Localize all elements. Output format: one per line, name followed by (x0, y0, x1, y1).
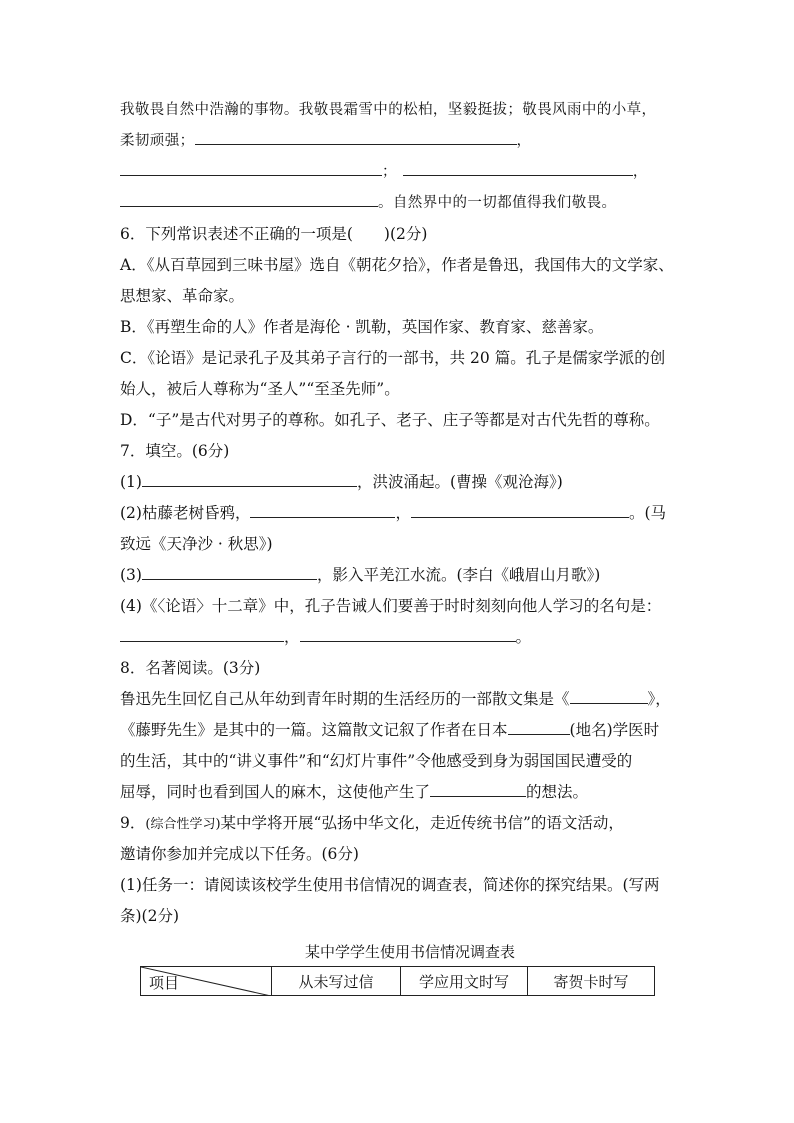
answer-blank[interactable] (142, 561, 317, 580)
table-header-row (141, 967, 655, 996)
question-6 (120, 219, 680, 436)
intro-line-4: 。自然界中的一切都值得我们敬畏。 (120, 188, 680, 219)
answer-blank[interactable] (120, 188, 378, 207)
answer-blank[interactable] (411, 499, 629, 518)
q7-part-3: (3) ，影入平羌江水流。(李白《峨眉山月歌》) (120, 560, 680, 591)
intro-line-3: ； ， (120, 157, 680, 188)
q9-task-1-line-1: (1)任务一：请阅读该校学生使用书信情况的调查表，简述你的探究结果。(写两 (120, 876, 660, 894)
answer-blank[interactable] (250, 499, 395, 518)
intro-line-2: 柔韧顽强； ， (120, 126, 680, 157)
question-9 (120, 808, 680, 932)
table-title: 某中学学生使用书信情况调查表 (304, 943, 515, 961)
q7-part-1: (1) ，洪波涌起。(曹操《观沧海》) (120, 467, 680, 498)
option-c-line-1: C．《论语》是记录孔子及其弟子言行的一部书，共 20 篇。孔子是儒家学派的创 (120, 349, 666, 367)
q7-part-2: (2)枯藤老树昏鸦， ， 。(马 (120, 498, 680, 529)
intro-line-1: 我敬畏自然中浩瀚的事物。我敬畏霜雪中的松柏，坚毅挺拔；敬畏风雨中的小草， (120, 102, 657, 118)
answer-blank[interactable] (300, 623, 516, 642)
survey-table (140, 966, 655, 996)
option-b: B．《再塑生命的人》作者是海伦 · 凯勒，英国作家、教育家、慈善家。 (120, 318, 604, 336)
q8-line-3: 的生活，其中的“讲义事件”和“幻灯片事件”令他感受到身为弱国国民遭受的 (120, 752, 633, 770)
table-corner-cell (141, 967, 272, 996)
q7-part-4: (4)《〈论语〉十二章》中，孔子告诫人们要善于时时刻刻向他人学习的名句是： (120, 597, 662, 615)
question-type-tag: (综合性学习) (145, 817, 221, 832)
q8-line-2: 《藤野先生》是其中的一篇。这篇散文记叙了作者在日本 (地名)学医时 (120, 715, 680, 746)
q8-line-4: 屈辱，同时也看到国人的麻木，这使他产生了 的想法。 (120, 777, 680, 808)
table-header-cell: 学应用文时写 (401, 967, 528, 996)
option-c-line-2: 始人，被后人尊称为“圣人”“至圣先师”。 (120, 380, 400, 398)
q7-part-4-blanks: ， 。 (120, 622, 680, 653)
answer-blank[interactable] (570, 685, 648, 704)
q8-line-1: 鲁迅先生回忆自己从年幼到青年时期的生活经历的一部散文集是《 》， (120, 684, 680, 715)
question-7 (120, 436, 680, 653)
intro-passage (120, 95, 680, 219)
answer-blank[interactable] (430, 778, 526, 797)
answer-blank[interactable] (142, 468, 357, 487)
question-8-title: 8．名著阅读。(3分) (120, 659, 261, 677)
answer-blank[interactable] (195, 126, 517, 145)
answer-blank[interactable] (403, 157, 633, 176)
answer-blank[interactable] (120, 623, 284, 642)
table-header-cell: 从未写过信 (272, 967, 401, 996)
option-a-line-2: 思想家、革命家。 (120, 287, 245, 305)
worksheet-page (120, 95, 680, 996)
q7-part-2-cont: 致远《天净沙 · 秋思》) (120, 535, 273, 553)
answer-blank[interactable] (508, 716, 570, 735)
question-8 (120, 653, 680, 808)
option-a-line-1: A．《从百草园到三味书屋》选自《朝花夕拾》，作者是鲁迅，我国伟大的文学家、 (120, 256, 674, 274)
question-7-title: 7．填空。(6分) (120, 442, 230, 460)
question-9-title: 9．(综合性学习)某中学将开展“弘扬中华文化，走近传统书信”的语文活动， (120, 814, 624, 832)
table-header-cell: 寄贺卡时写 (528, 967, 655, 996)
q9-line-2: 邀请你参加并完成以下任务。(6分) (120, 845, 359, 863)
option-d: D．“子”是古代对男子的尊称。如孔子、老子、庄子等都是对古代先哲的尊称。 (120, 411, 660, 429)
question-6-title: 6．下列常识表述不正确的一项是( )(2分) (120, 225, 428, 243)
table-corner-label: 项目 (149, 974, 180, 992)
q9-task-1-line-2: 条)(2分) (120, 907, 180, 925)
answer-blank[interactable] (120, 157, 382, 176)
